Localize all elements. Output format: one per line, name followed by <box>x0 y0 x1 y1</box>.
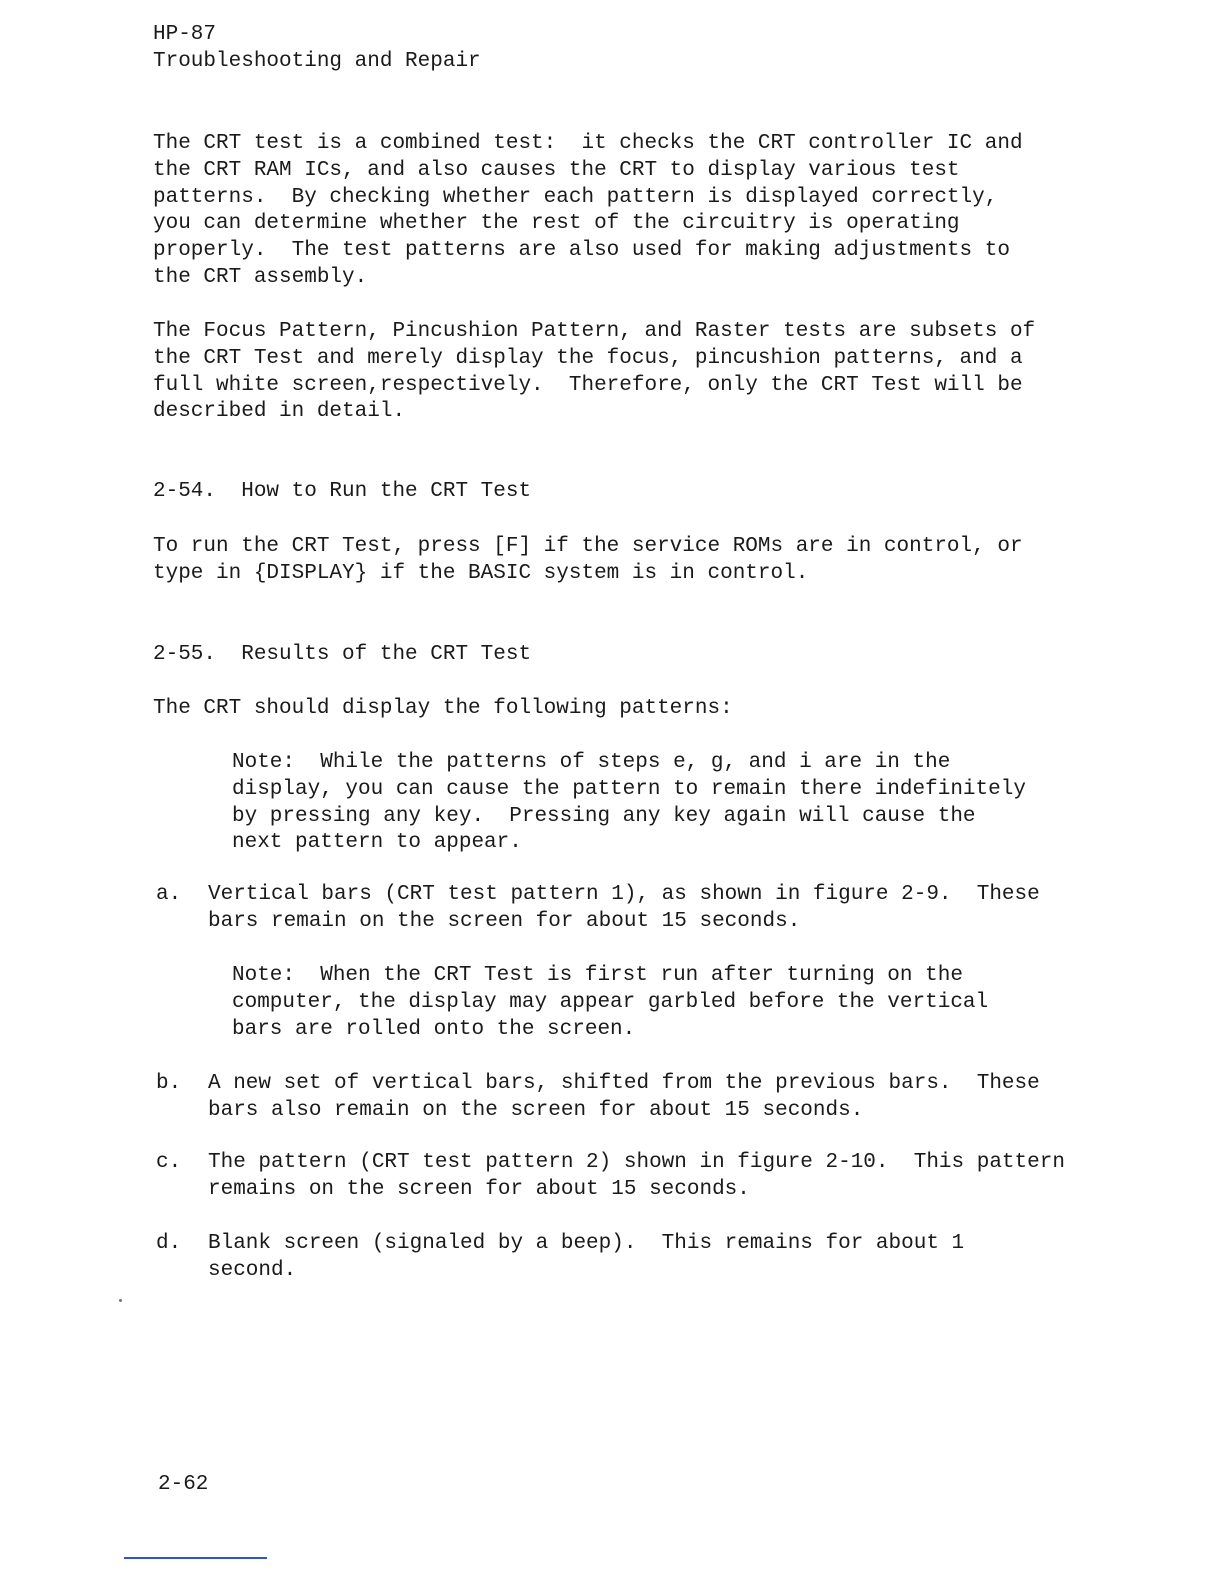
list-item-letter: b. <box>156 1072 182 1095</box>
section-heading-2-54: 2-54. How to Run the CRT Test <box>153 480 532 503</box>
list-item-text: The pattern (CRT test pattern 2) shown in figure 2-10. This pattern remains on the screen for about 15 seconds. <box>208 1151 1065 1201</box>
header-title: Troubleshooting and Repair <box>153 50 481 73</box>
section-body-2-54: To run the CRT Test, press [F] if the service ROMs are in control, or type in {DISPLAY} if the BASIC system is in control. <box>153 535 1023 585</box>
scan-speck <box>119 1299 122 1302</box>
list-item-text: Vertical bars (CRT test pattern 1), as shown in figure 2-9. These bars remain on the screen for about 15 seconds. <box>208 883 1040 933</box>
note-steps-e-g-i: Note: While the patterns of steps e, g, and i are in the display, you can cause the pattern to remain there indefinitely by pressing any key. Pressing any key again will cause the next pattern to appear. <box>232 751 1026 855</box>
list-item-letter: c. <box>156 1151 182 1174</box>
list-item-letter: d. <box>156 1232 182 1255</box>
page-number: 2-62 <box>158 1473 209 1496</box>
footer-rule <box>124 1557 267 1559</box>
header-model: HP-87 <box>153 23 217 46</box>
list-item-letter: a. <box>156 883 182 906</box>
list-item-text: A new set of vertical bars, shifted from the previous bars. These bars also remain on the screen for about 15 seconds. <box>208 1072 1040 1122</box>
section-heading-2-55: 2-55. Results of the CRT Test <box>153 643 532 666</box>
list-item-text: Blank screen (signaled by a beep). This remains for about 1 second. <box>208 1232 965 1282</box>
intro-paragraph-1: The CRT test is a combined test: it checks the CRT controller IC and the CRT RAM ICs, and also causes the CRT to display various test patterns. By checking whether each pattern is displayed correctly, you can determine whether the rest of the circuitry is operating properly. The test patterns are also used for making adjustments to the CRT assembly. <box>153 132 1023 289</box>
intro-paragraph-2: The Focus Pattern, Pincushion Pattern, and Raster tests are subsets of the CRT Test and merely display the focus, pincushion patterns, and a full white screen,respectively. Therefore, only the CRT Test will be described in detail. <box>153 320 1036 424</box>
section-body-2-55: The CRT should display the following patterns: <box>153 697 733 720</box>
note-crt-first-run: Note: When the CRT Test is first run after turning on the computer, the display may appear garbled before the vertical bars are rolled onto the screen. <box>232 964 989 1041</box>
